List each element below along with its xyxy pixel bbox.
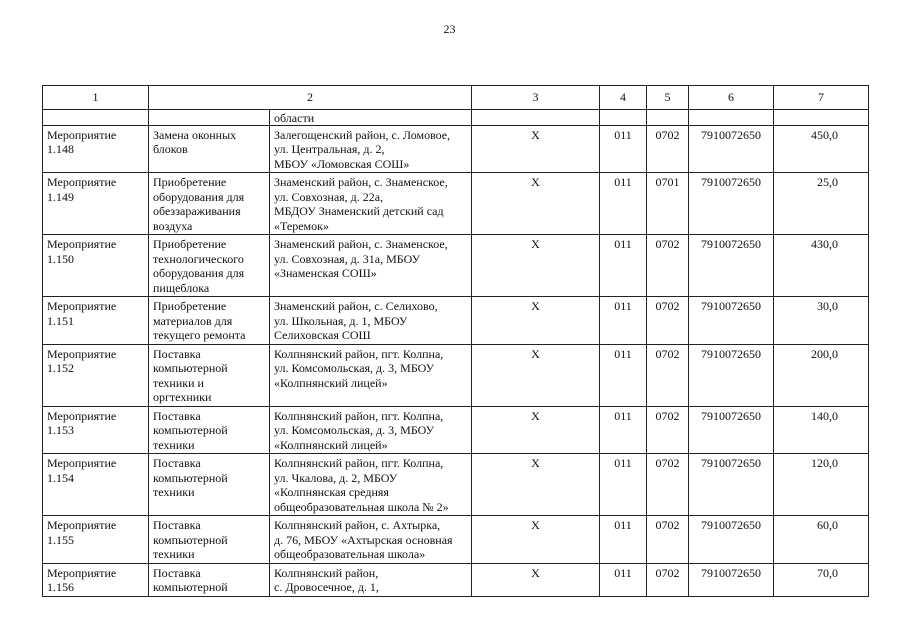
code-grbs: 011 (600, 344, 647, 406)
header-col-1: 1 (43, 86, 149, 110)
code-target: 7910072650 (689, 563, 774, 596)
measure-id: Мероприятие 1.155 (43, 516, 149, 564)
table-row (43, 173, 869, 235)
address: Знаменский район, с. Знаменское, ул. Совхозная, д. 31а, МБОУ «Знаменская СОШ» (270, 235, 472, 297)
measure-id: Мероприятие 1.151 (43, 297, 149, 345)
header-col-4: 4 (600, 86, 647, 110)
mark-x: Х (472, 173, 600, 235)
mark-x: Х (472, 344, 600, 406)
code-target: 7910072650 (689, 454, 774, 516)
address: Колпнянский район, пгт. Колпна, ул. Комсомольская, д. 3, МБОУ «Колпнянский лицей» (270, 344, 472, 406)
code-grbs: 011 (600, 297, 647, 345)
code-grbs: 011 (600, 406, 647, 454)
code-section: 0702 (647, 344, 689, 406)
amount: 60,0 (774, 516, 869, 564)
measure-id: Мероприятие 1.148 (43, 125, 149, 173)
code-section: 0702 (647, 235, 689, 297)
code-grbs: 011 (600, 516, 647, 564)
header-col-6: 6 (689, 86, 774, 110)
mark-x: Х (472, 516, 600, 564)
table-row (43, 344, 869, 406)
header-col-2: 2 (149, 86, 472, 110)
address: Колпнянский район, с. Ахтырка, д. 76, МБОУ «Ахтырская основная общеобразовательная школа» (270, 516, 472, 564)
continuation-text: области (270, 109, 472, 125)
table-row (43, 406, 869, 454)
code-section: 0702 (647, 454, 689, 516)
mark-x: Х (472, 297, 600, 345)
address: Колпнянский район, пгт. Колпна, ул. Чкалова, д. 2, МБОУ «Колпнянская средняя общеобразовательная школа № 2» (270, 454, 472, 516)
table-row (43, 125, 869, 173)
measure-name: Поставка компьютерной техники (149, 454, 270, 516)
code-target: 7910072650 (689, 235, 774, 297)
code-section: 0702 (647, 563, 689, 596)
code-section: 0702 (647, 297, 689, 345)
measure-name: Поставка компьютерной техники (149, 406, 270, 454)
code-section: 0702 (647, 406, 689, 454)
code-grbs: 011 (600, 235, 647, 297)
table-row (43, 297, 869, 345)
code-target: 7910072650 (689, 297, 774, 345)
address: Колпнянский район, пгт. Колпна, ул. Комсомольская, д. 3, МБОУ «Колпнянский лицей» (270, 406, 472, 454)
code-target: 7910072650 (689, 125, 774, 173)
table-row (43, 563, 869, 596)
code-section: 0701 (647, 173, 689, 235)
amount: 25,0 (774, 173, 869, 235)
measure-id: Мероприятие 1.154 (43, 454, 149, 516)
mark-x: Х (472, 125, 600, 173)
mark-x: Х (472, 406, 600, 454)
table-row (43, 235, 869, 297)
header-col-5: 5 (647, 86, 689, 110)
measure-name: Замена оконных блоков (149, 125, 270, 173)
code-grbs: 011 (600, 173, 647, 235)
measure-name: Поставка компьютерной (149, 563, 270, 596)
mark-x: Х (472, 454, 600, 516)
measure-id: Мероприятие 1.152 (43, 344, 149, 406)
amount: 70,0 (774, 563, 869, 596)
amount: 30,0 (774, 297, 869, 345)
address: Знаменский район, с. Селихово, ул. Школьная, д. 1, МБОУ Селиховская СОШ (270, 297, 472, 345)
measure-id: Мероприятие 1.153 (43, 406, 149, 454)
measure-name: Приобретение материалов для текущего ремонта (149, 297, 270, 345)
amount: 140,0 (774, 406, 869, 454)
code-section: 0702 (647, 125, 689, 173)
measure-name: Поставка компьютерной техники (149, 516, 270, 564)
code-target: 7910072650 (689, 516, 774, 564)
mark-x: Х (472, 235, 600, 297)
page-number: 23 (443, 22, 456, 36)
mark-x: Х (472, 563, 600, 596)
code-grbs: 011 (600, 563, 647, 596)
header-row (43, 86, 869, 110)
code-target: 7910072650 (689, 406, 774, 454)
amount: 450,0 (774, 125, 869, 173)
header-col-3: 3 (472, 86, 600, 110)
code-target: 7910072650 (689, 344, 774, 406)
address: Знаменский район, с. Знаменское, ул. Совхозная, д. 22а, МБДОУ Знаменский детский сад «Теремок» (270, 173, 472, 235)
measure-name: Приобретение оборудования для обеззараживания воздуха (149, 173, 270, 235)
amount: 430,0 (774, 235, 869, 297)
measures-table (42, 85, 869, 597)
continuation-row (43, 109, 869, 125)
measure-id: Мероприятие 1.156 (43, 563, 149, 596)
code-grbs: 011 (600, 125, 647, 173)
code-section: 0702 (647, 516, 689, 564)
measure-id: Мероприятие 1.149 (43, 173, 149, 235)
measure-name: Приобретение технологического оборудования для пищеблока (149, 235, 270, 297)
amount: 200,0 (774, 344, 869, 406)
address: Залегощенский район, с. Ломовое, ул. Центральная, д. 2, МБОУ «Ломовская СОШ» (270, 125, 472, 173)
table-row (43, 516, 869, 564)
code-grbs: 011 (600, 454, 647, 516)
header-col-7: 7 (774, 86, 869, 110)
table-row (43, 454, 869, 516)
address: Колпнянский район, с. Дровосечное, д. 1, (270, 563, 472, 596)
amount: 120,0 (774, 454, 869, 516)
measure-name: Поставка компьютерной техники и оргтехники (149, 344, 270, 406)
measure-id: Мероприятие 1.150 (43, 235, 149, 297)
code-target: 7910072650 (689, 173, 774, 235)
